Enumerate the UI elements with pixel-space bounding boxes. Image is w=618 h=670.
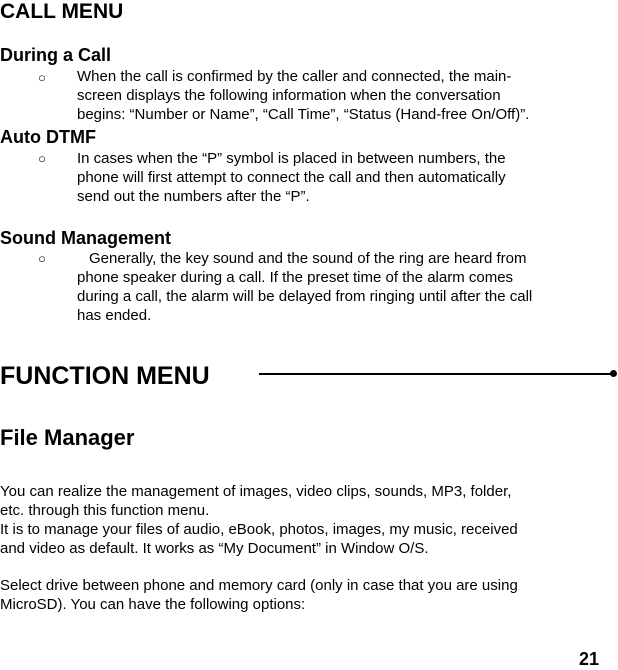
bullet-circle-icon: ○ — [38, 70, 46, 85]
text-line: phone will first attempt to connect the call and then automatically — [77, 169, 506, 186]
text-line: etc. through this function menu. — [0, 502, 210, 519]
page-title: CALL MENU — [0, 0, 124, 23]
text-line: screen displays the following information when the conversation — [77, 87, 501, 104]
text-line: and video as default. It works as “My Document” in Window O/S. — [0, 540, 429, 557]
text-line: during a call, the alarm will be delayed from ringing until after the call — [77, 288, 533, 305]
bullet-circle-icon: ○ — [38, 151, 46, 166]
bullet-text-sound-management — [77, 249, 532, 325]
text-line: It is to manage your files of audio, eBook, photos, images, my music, received — [0, 521, 518, 538]
text-line: In cases when the “P” symbol is placed in between numbers, the — [77, 150, 506, 167]
text-line: has ended. — [77, 307, 152, 324]
section-heading-auto-dtmf: Auto DTMF — [0, 127, 96, 147]
text-line: MicroSD). You can have the following options: — [0, 596, 306, 613]
function-menu-title: FUNCTION MENU — [0, 362, 210, 390]
text-line: Select drive between phone and memory card (only in case that you are using — [0, 577, 518, 594]
text-line: send out the numbers after the “P”. — [77, 188, 310, 205]
section-heading-during-a-call: During a Call — [0, 45, 112, 65]
text-line: When the call is confirmed by the caller and connected, the main- — [77, 68, 512, 85]
bullet-text-auto-dtmf — [77, 149, 506, 206]
divider-dot-icon — [610, 370, 617, 377]
text-line: phone speaker during a call. If the preset time of the alarm comes — [77, 269, 514, 286]
file-manager-paragraph-1 — [0, 482, 518, 558]
file-manager-paragraph-2 — [0, 576, 518, 614]
bullet-text-during-a-call — [77, 67, 529, 124]
bullet-circle-icon: ○ — [38, 251, 46, 266]
file-manager-title: File Manager — [0, 425, 135, 450]
text-line: begins: “Number or Name”, “Call Time”, “Status (Hand-free On/Off)”. — [77, 106, 530, 123]
section-divider — [259, 373, 611, 375]
page-number: 21 — [579, 649, 600, 669]
section-heading-sound-management: Sound Management — [0, 228, 172, 248]
text-line: Generally, the key sound and the sound of the ring are heard from — [89, 250, 527, 267]
text-line: You can realize the management of images, video clips, sounds, MP3, folder, — [0, 483, 512, 500]
